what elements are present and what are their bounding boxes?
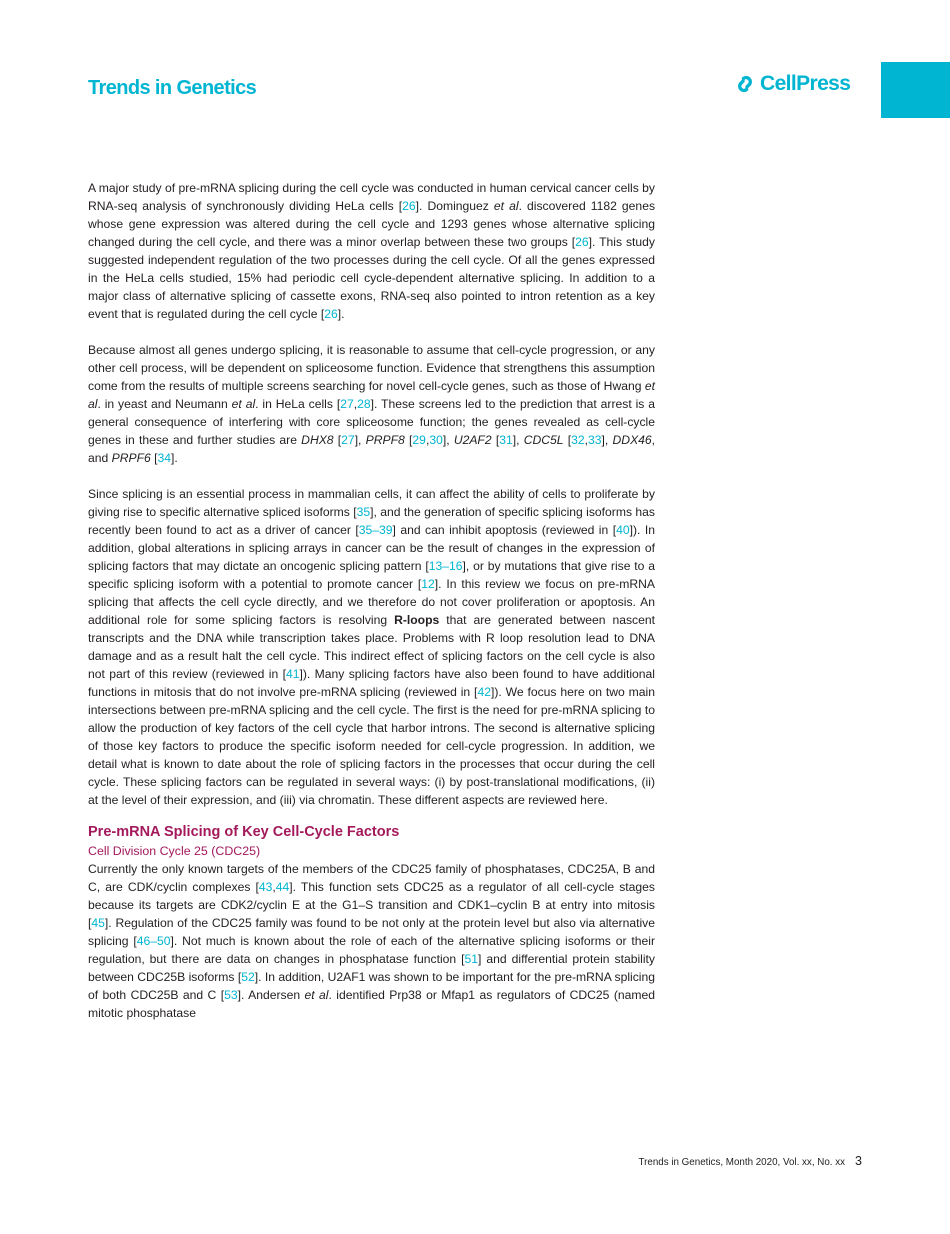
glossary-term[interactable]: R-loops	[394, 613, 440, 627]
gene-name: DDX46	[612, 433, 652, 447]
citation-link[interactable]: 32	[571, 433, 585, 447]
citation-link[interactable]: 30	[429, 433, 443, 447]
section-heading: Pre-mRNA Splicing of Key Cell-Cycle Factors	[88, 824, 400, 840]
citation-link[interactable]: 13–16	[428, 559, 463, 573]
citation-link[interactable]: 45	[91, 916, 105, 930]
cellpress-logo-icon	[733, 72, 757, 96]
citation-link[interactable]: 53	[224, 988, 238, 1002]
citation-link[interactable]: 31	[499, 433, 513, 447]
citation-link[interactable]: 34	[157, 451, 172, 465]
paragraph-1: A major study of pre-mRNA splicing during the cell cycle was conducted in human cervical cancer cells by RNA-seq analysis of synchronously dividing HeLa cells [26]. Dominguez et al. discovered 1182 genes whose gene expression was altered during the cell cycle and 1293 genes whose alternative splicing changed during the cell cycle, and there was a minor overlap between these two groups [26]. This study suggested independent regulation of the two processes during the cell cycle. Of all the genes expressed in the HeLa cells studied, 15% had periodic cell cycle-dependent alternative splicing. In addition to a major class of alternative splicing of cassette exons, RNA-seq also pointed to intron retention as a key event that is regulated during the cell cycle [26].	[88, 181, 656, 321]
citation-link[interactable]: 26	[575, 235, 589, 249]
citation-link[interactable]: 27	[340, 397, 354, 411]
paragraph-3: Since splicing is an essential process in mammalian cells, it can affect the ability of cells to proliferate by giving rise to specific alternative spliced isoforms [35], and the generation of specific splicing isoforms has recently been found to act as a driver of cancer [35–39] and can inhibit apoptosis (reviewed in [40]). In addition, global alterations in splicing arrays in cancer can be the result of changes in the expression of splicing factors that may dictate an oncogenic splicing pattern [13–16], or by mutations that give rise to a specific splicing isoform with a potential to promote cancer [12]. In this review we focus on pre-mRNA splicing that affects the cell cycle directly, and we therefore do not cover proliferation or apoptosis. An additional role for some splicing factors is resolving R-loops that are generated between nascent transcripts and the DNA while transcription takes place. Problems with R loop resolution lead to DNA damage and as a result halt the cell cycle. This indirect effect of splicing factors on the cell cycle is also not part of this review (reviewed in [41]). Many splicing factors have also been found to have additional functions in mitosis that do not involve pre-mRNA splicing (reviewed in [42]). We focus here on two main intersections between pre-mRNA splicing and the cell cycle. The first is the need for pre-mRNA splicing to allow the production of key factors of the cell cycle that harbor introns. The second is alternative splicing of those key factors to produce the specific isoform needed for cell-cycle progression. In addition, we detail what is known to date about the role of splicing factors in the processes that occur during the cell cycle. These splicing factors can be regulated in several ways: (i) by post-translational modifications, (ii) at the level of their expression, and (iii) via chromatin. These different aspects are reviewed here.	[88, 487, 656, 807]
citation-link[interactable]: 35	[356, 505, 371, 519]
citation-link[interactable]: 12	[421, 577, 435, 591]
page-footer	[638, 1154, 862, 1168]
cellpress-logo	[733, 72, 850, 96]
corner-color-tab	[881, 62, 950, 118]
journal-title: Trends in Genetics	[88, 77, 257, 99]
gene-name: CDC5L	[523, 433, 564, 447]
citation-link[interactable]: 42	[477, 685, 491, 699]
citation-link[interactable]: 26	[402, 199, 416, 213]
footer-citation: Trends in Genetics, Month 2020, Vol. xx, No. xx	[638, 1157, 846, 1168]
citation-link[interactable]: 52	[241, 970, 255, 984]
citation-link[interactable]: 35–39	[358, 523, 393, 537]
citation-link[interactable]: 28	[357, 397, 371, 411]
citation-link[interactable]: 27	[341, 433, 355, 447]
page-number: 3	[855, 1154, 862, 1168]
gene-name: PRPF8	[365, 433, 405, 447]
citation-link[interactable]: 29	[412, 433, 426, 447]
gene-name: PRPF6	[111, 451, 151, 465]
article-body	[88, 179, 655, 1022]
citation-link[interactable]: 40	[616, 523, 630, 537]
gene-name: DHX8	[301, 433, 334, 447]
citation-link[interactable]: 44	[275, 880, 290, 894]
citation-link[interactable]: 33	[588, 433, 602, 447]
subsection-heading: Cell Division Cycle 25 (CDC25)	[88, 844, 261, 858]
cellpress-logo-text: CellPress	[760, 72, 851, 95]
paragraph-2: Because almost all genes undergo splicing, it is reasonable to assume that cell-cycle progression, or any other cell process, will be dependent on spliceosome function. Evidence that strengthens this assumption come from the results of multiple screens searching for novel cell-cycle genes, such as those of Hwang et al. in yeast and Neumann et al. in HeLa cells [27,28]. These screens led to the prediction that arrest is a general consequence of interfering with core spliceosome function; the genes revealed as cell-cycle genes in these and further studies are DHX8 [27], PRPF8 [29,30], U2AF2 [31], CDC5L [32,33], DDX46, and PRPF6 [34].	[88, 343, 656, 465]
paragraph-4: Currently the only known targets of the members of the CDC25 family of phosphatases, CDC25A, B and C, are CDK/cyclin complexes [43,44]. This function sets CDC25 as a regulator of all cell-cycle stages because its targets are CDK2/cyclin E at the G1–S transition and CDK1–cyclin B at entry into mitosis [45]. Regulation of the CDC25 family was found to be not only at the protein level but also via alternative splicing [46–50]. Not much is known about the role of each of the alternative splicing isoforms or their regulation, but there are data on changes in phosphatase function [51] and differential protein stability between CDC25B isoforms [52]. In addition, U2AF1 was shown to be important for the pre-mRNA splicing of both CDC25B and C [53]. Andersen et al. identified Prp38 or Mfap1 as regulators of CDC25 (named mitotic phosphatase	[88, 862, 656, 1020]
citation-link[interactable]: 46–50	[136, 934, 171, 948]
citation-link[interactable]: 26	[324, 307, 338, 321]
citation-link[interactable]: 51	[464, 952, 479, 966]
citation-link[interactable]: 41	[285, 667, 300, 681]
citation-link[interactable]: 43	[258, 880, 273, 894]
gene-name: U2AF2	[453, 433, 492, 447]
